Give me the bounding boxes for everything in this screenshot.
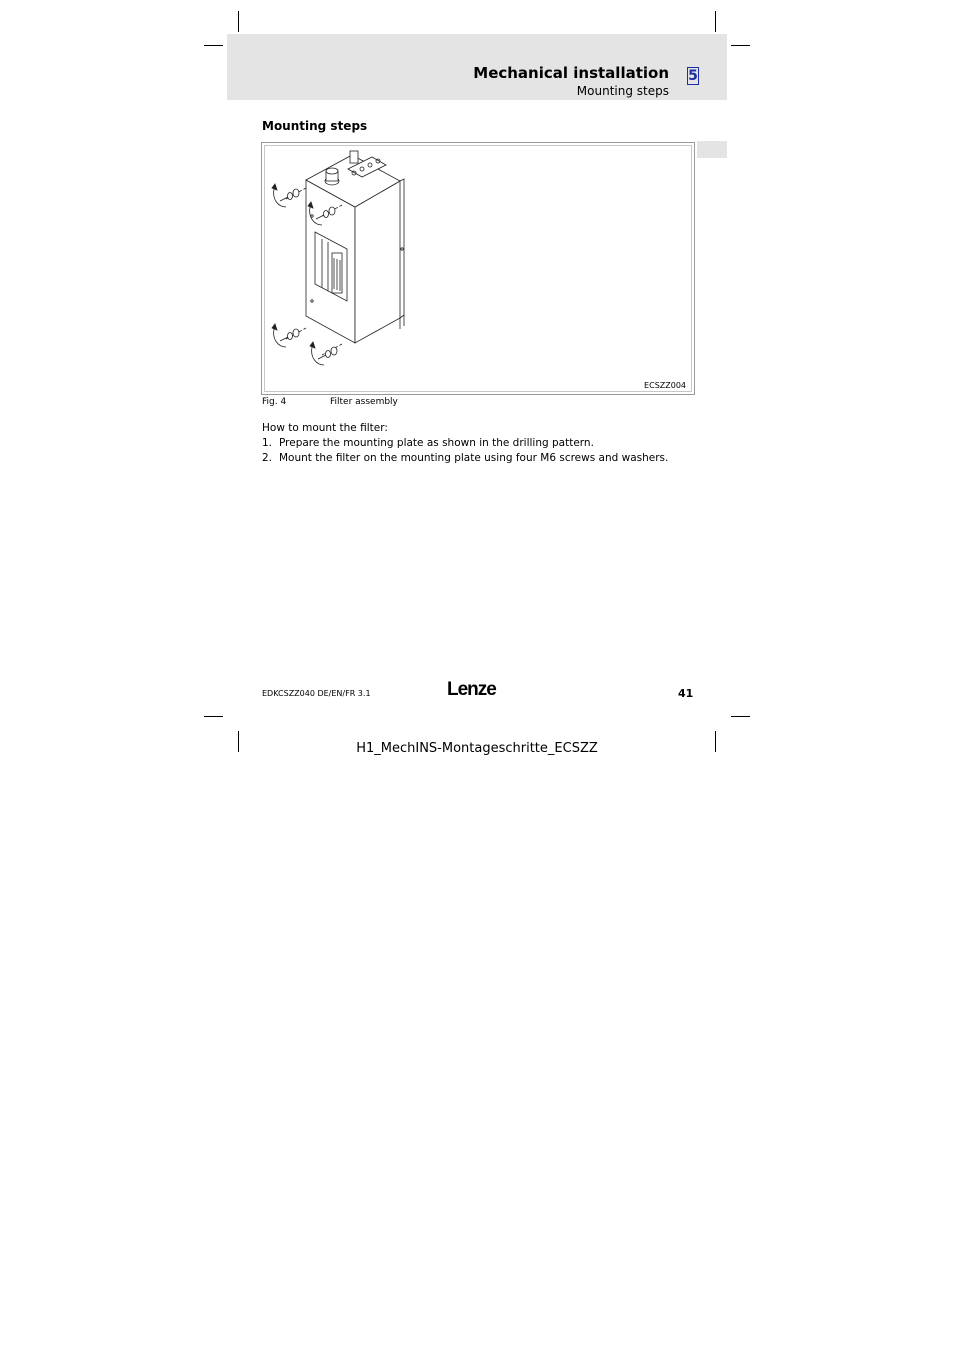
lenze-logo: Lenze xyxy=(447,679,496,700)
step-number: 2. xyxy=(262,452,273,464)
crop-mark-bottom-left-horizontal xyxy=(204,716,223,717)
instructions-intro: How to mount the filter: xyxy=(262,422,388,434)
chapter-title: Mechanical installation xyxy=(473,64,669,82)
crop-mark-top-right-horizontal xyxy=(731,45,750,46)
side-tab xyxy=(697,141,727,158)
step-text: Mount the filter on the mounting plate using four M6 screws and washers. xyxy=(279,452,669,464)
filter-assembly-illustration xyxy=(262,143,694,394)
list-item xyxy=(262,452,668,464)
figure-number: Fig. 4 xyxy=(262,397,287,407)
crop-mark-top-left-horizontal xyxy=(204,45,223,46)
chapter-subtitle: Mounting steps xyxy=(576,84,669,98)
file-label: H1_MechINS-Montageschritte_ECSZZ xyxy=(356,741,598,756)
figure-frame xyxy=(261,142,695,395)
step-number: 1. xyxy=(262,437,273,449)
figure-code: ECSZZ004 xyxy=(644,381,686,390)
crop-mark-top-left-vertical xyxy=(238,11,239,32)
list-item xyxy=(262,437,594,449)
figure-caption: Filter assembly xyxy=(330,397,398,407)
chapter-number-link[interactable]: 5 xyxy=(688,68,698,84)
page-number: 41 xyxy=(678,687,694,700)
footer-document-id: EDKCSZZ040 DE/EN/FR 3.1 xyxy=(262,689,371,698)
step-text: Prepare the mounting plate as shown in the drilling pattern. xyxy=(279,437,594,449)
crop-mark-top-right-vertical xyxy=(715,11,716,32)
section-heading: Mounting steps xyxy=(262,119,368,133)
crop-mark-bottom-right-horizontal xyxy=(731,716,750,717)
